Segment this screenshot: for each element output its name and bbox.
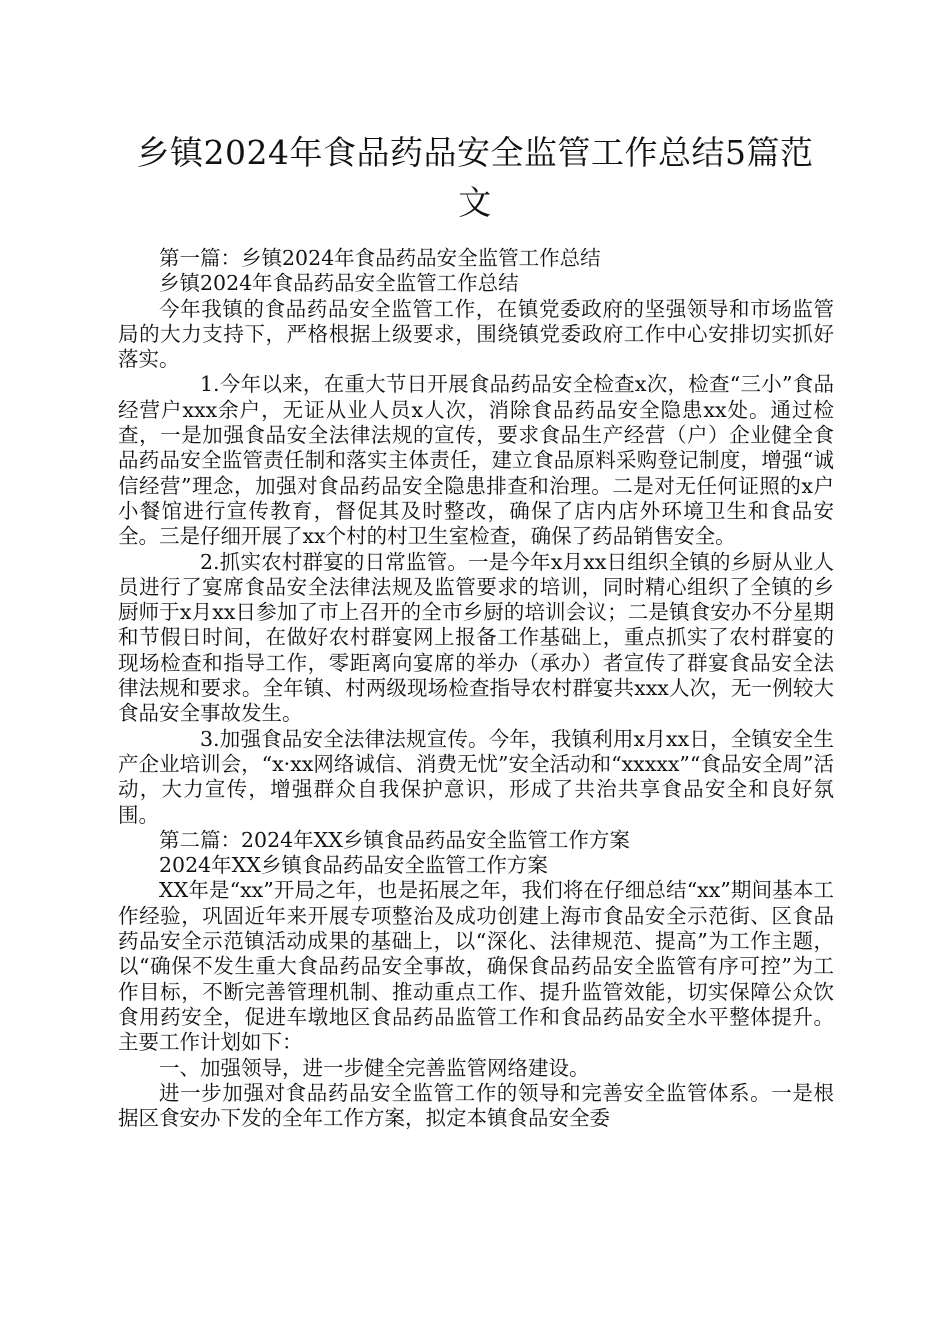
- paragraph: 乡镇2024年食品药品安全监管工作总结: [159, 271, 519, 296]
- paragraph: 2024年XX乡镇食品药品安全监管工作方案: [159, 853, 548, 878]
- paragraph: 2.抓实农村群宴的日常监管。一是今年x月xx日组织全镇的乡厨从业人员进行了宴席食品安全法律法规及监管要求的培训，同时精心组织了全镇的乡厨师于x月xx日参加了市上召开的全市乡厨的培训会议；二是镇食安办不分星期和节假日时间，在做好农村群宴网上报备工作基础上，重点抓实了农村群宴的现场检查和指导工作，零距离向宴席的举办（承办）者宣传了群宴食品安全法律法规和要求。全年镇、村两级现场检查指导农村群宴共xxx人次，无一例较大食品安全事故发生。: [118, 549, 834, 726]
- paragraph: 一、加强领导，进一步健全完善监管网络建设。: [159, 1055, 590, 1080]
- document-body: [118, 246, 834, 1131]
- paragraph: 第一篇：乡镇2024年食品药品安全监管工作总结: [159, 246, 601, 270]
- paragraph: 1.今年以来，在重大节日开展食品药品安全检查x次，检查“三小”食品经营户xxx余户，无证从业人员x人次，消除食品药品安全隐患xx处。通过检查，一是加强食品安全法律法规的宣传，要求食品生产经营（户）企业健全食品药品安全监管责任制和落实主体责任，建立食品原料采购登记制度，增强“诚信经营”理念，加强对食品药品安全隐患排查和治理。二是对无任何证照的x户小餐馆进行宣传教育，督促其及时整改，确保了店内店外环境卫生和食品安全。三是仔细开展了xx个村的村卫生室检查，确保了药品销售安全。: [118, 372, 834, 549]
- paragraph: 今年我镇的食品药品安全监管工作，在镇党委政府的坚强领导和市场监管局的大力支持下，严格根据上级要求，围绕镇党委政府工作中心安排切实抓好落实。: [118, 296, 834, 372]
- document-title: 乡镇2024年食品药品安全监管工作总结5篇范文: [136, 133, 814, 222]
- paragraph: 3.加强食品安全法律法规宣传。今年，我镇利用x月xx日，全镇安全生产企业培训会，“x·xx网络诚信、消费无忧”安全活动和“xxxxx”“食品安全周”活动，大力宣传，增强群众自我保护意识，形成了共治共享食品安全和良好氛围。: [118, 726, 834, 827]
- paragraph: 第二篇：2024年XX乡镇食品药品安全监管工作方案: [159, 827, 630, 852]
- paragraph: 进一步加强对食品药品安全监管工作的领导和完善安全监管体系。一是根据区食安办下发的全年工作方案，拟定本镇食品安全委: [118, 1080, 834, 1131]
- paragraph: XX年是“xx”开局之年，也是拓展之年，我们将在仔细总结“xx”期间基本工作经验，巩固近年来开展专项整治及成功创建上海市食品安全示范街、区食品药品安全示范镇活动成果的基础上，以“深化、法律规范、提高”为工作主题，以“确保不发生重大食品药品安全事故，确保食品药品安全监管有序可控”为工作目标，不断完善管理机制、推动重点工作、提升监管效能，切实保障公众饮食用药安全，促进车墩地区食品药品监管工作和食品药品安全水平整体提升。主要工作计划如下：: [118, 878, 834, 1055]
